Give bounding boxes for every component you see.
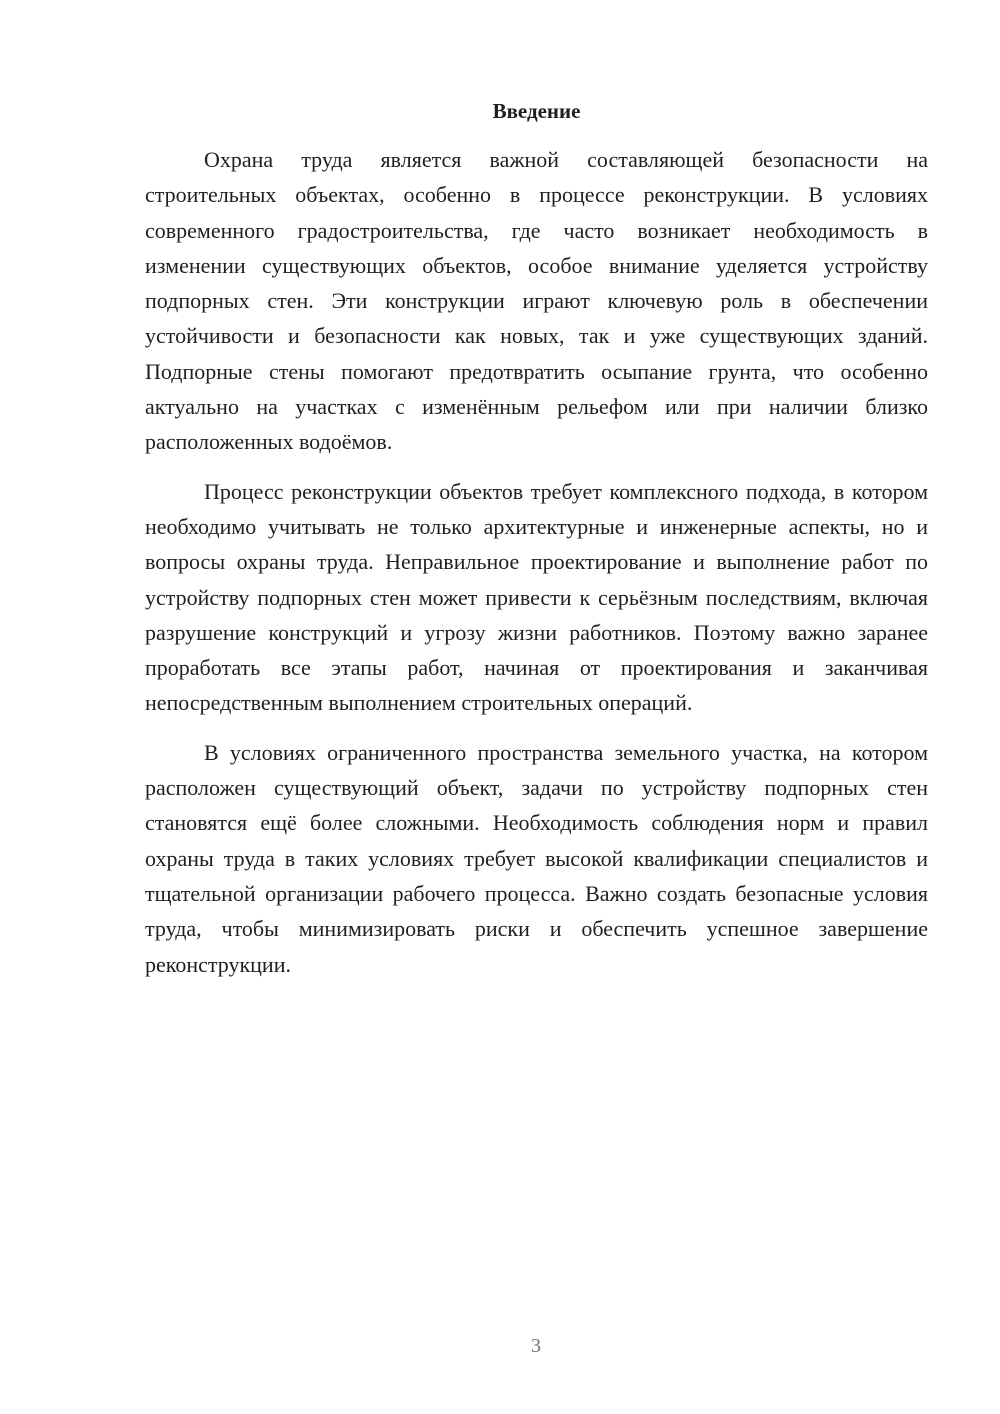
paragraph-1: Охрана труда является важной составляющей безопасности на строительных объектах, особенно в процессе реконструкции. В условиях современного градостроительства, где часто возникает необходимость в изменении существующих объектов, особое внимание уделяется устройству подпорных стен. Эти конструкции играют ключевую роль в обеспечении устойчивости и безопасности как новых, так и уже существующих зданий. Подпорные стены помогают предотвратить осыпание грунта, что особенно актуально на участках с изменённым рельефом или при наличии близко расположенных водоёмов. (145, 147, 928, 455)
body-text (145, 142, 928, 996)
page-number: 3 (531, 1335, 541, 1357)
section-title: Введение (492, 99, 581, 123)
paragraph-2: Процесс реконструкции объектов требует комплексного подхода, в котором необходимо учитывать не только архитектурные и инженерные аспекты, но и вопросы охраны труда. Неправильное проектирование и выполнение работ по устройству подпорных стен может привести к серьёзным последствиям, включая разрушение конструкций и угрозу жизни работников. Поэтому важно заранее проработать все этапы работ, начиная от проектирования и заканчивая непосредственным выполнением строительных операций. (145, 478, 928, 716)
paragraph-3: В условиях ограниченного пространства земельного участка, на котором расположен существующий объект, задачи по устройству подпорных стен становятся ещё более сложными. Необходимость соблюдения норм и правил охраны труда в таких условиях требует высокой квалификации специалистов и тщательной организации рабочего процесса. Важно создать безопасные условия труда, чтобы минимизировать риски и обеспечить успешное завершение реконструкции. (145, 739, 928, 977)
